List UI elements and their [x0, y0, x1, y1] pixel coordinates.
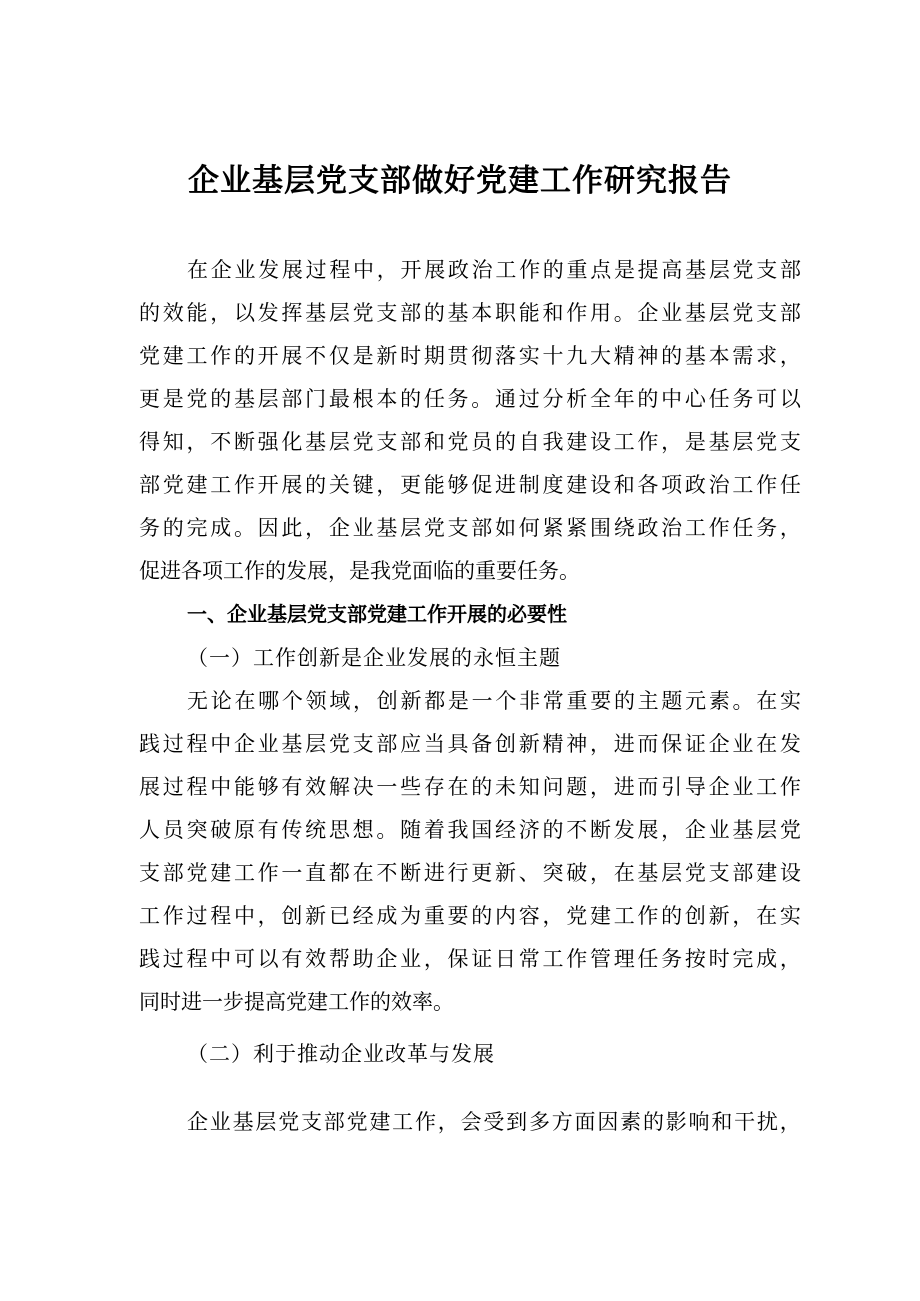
- intro-line: 务 的 完 成 。 因 此 ， 企 业 基 层 党 支 部 如 何 紧 紧 围 绕 政 治 工 作 任 务 ，: [139, 516, 801, 540]
- body-line: 支 部 党 建 工 作 一 直 都 在 不 断 进 行 更 新 、 突 破 ， 在 基 层 党 支 部 建 设: [139, 861, 801, 885]
- intro-line: 更 是 党 的 基 层 部 门 最 根 本 的 任 务 。 通 过 分 析 全 年 的 中 心 任 务 可 以: [139, 387, 801, 411]
- body-line: 践 过 程 中 可 以 有 效 帮 助 企 业 ， 保 证 日 常 工 作 管 理 任 务 按 时 完 成 ，: [139, 947, 801, 971]
- intro-line: 促进各项工作的发展，是我党面临的重要任务。: [139, 559, 580, 583]
- intro-line: 部 党 建 工 作 开 展 的 关 键 ， 更 能 够 促 进 制 度 建 设 和 各 项 政 治 工 作 任: [139, 473, 801, 497]
- body-line: 工 作 过 程 中 ， 创 新 已 经 成 为 重 要 的 内 容 ， 党 建 工 作 的 创 新 ， 在 实: [139, 904, 801, 928]
- subsection-heading: （二）利于推动企业改革与发展: [187, 1042, 495, 1066]
- subsection-heading: （一）工作创新是企业发展的永恒主题: [187, 646, 561, 670]
- body-line: 无 论 在 哪 个 领 域 ， 创 新 都 是 一 个 非 常 重 要 的 主 题 元 素 。 在 实: [187, 689, 801, 713]
- body-line: 展 过 程 中 能 够 有 效 解 决 一 些 存 在 的 未 知 问 题 ， 进 而 引 导 企 业 工 作: [139, 775, 801, 799]
- document-title: 企业基层党支部做好党建工作研究报告: [188, 163, 732, 199]
- intro-line: 在 企 业 发 展 过 程 中 ， 开 展 政 治 工 作 的 重 点 是 提 高 基 层 党 支 部: [187, 258, 801, 282]
- body-line: 企 业 基 层 党 支 部 党 建 工 作 ， 会 受 到 多 方 面 因 素 的 影 响 和 干 扰 ，: [187, 1110, 801, 1134]
- body-line: 践 过 程 中 企 业 基 层 党 支 部 应 当 具 备 创 新 精 神 ， 进 而 保 证 企 业 在 发: [139, 732, 801, 756]
- intro-line: 党 建 工 作 的 开 展 不 仅 是 新 时 期 贯 彻 落 实 十 九 大 精 神 的 基 本 需 求 ，: [139, 344, 801, 368]
- intro-line: 得 知 ， 不 断 强 化 基 层 党 支 部 和 党 员 的 自 我 建 设 工 作 ， 是 基 层 党 支: [139, 430, 801, 454]
- section-heading: 一、企业基层党支部党建工作开展的必要性: [187, 602, 567, 626]
- intro-line: 的 效 能 ， 以 发 挥 基 层 党 支 部 的 基 本 职 能 和 作 用 。 企 业 基 层 党 支 部: [139, 301, 801, 325]
- body-line: 同时进一步提高党建工作的效率。: [139, 990, 454, 1014]
- body-line: 人 员 突 破 原 有 传 统 思 想 。 随 着 我 国 经 济 的 不 断 发 展 ， 企 业 基 层 党: [139, 818, 801, 842]
